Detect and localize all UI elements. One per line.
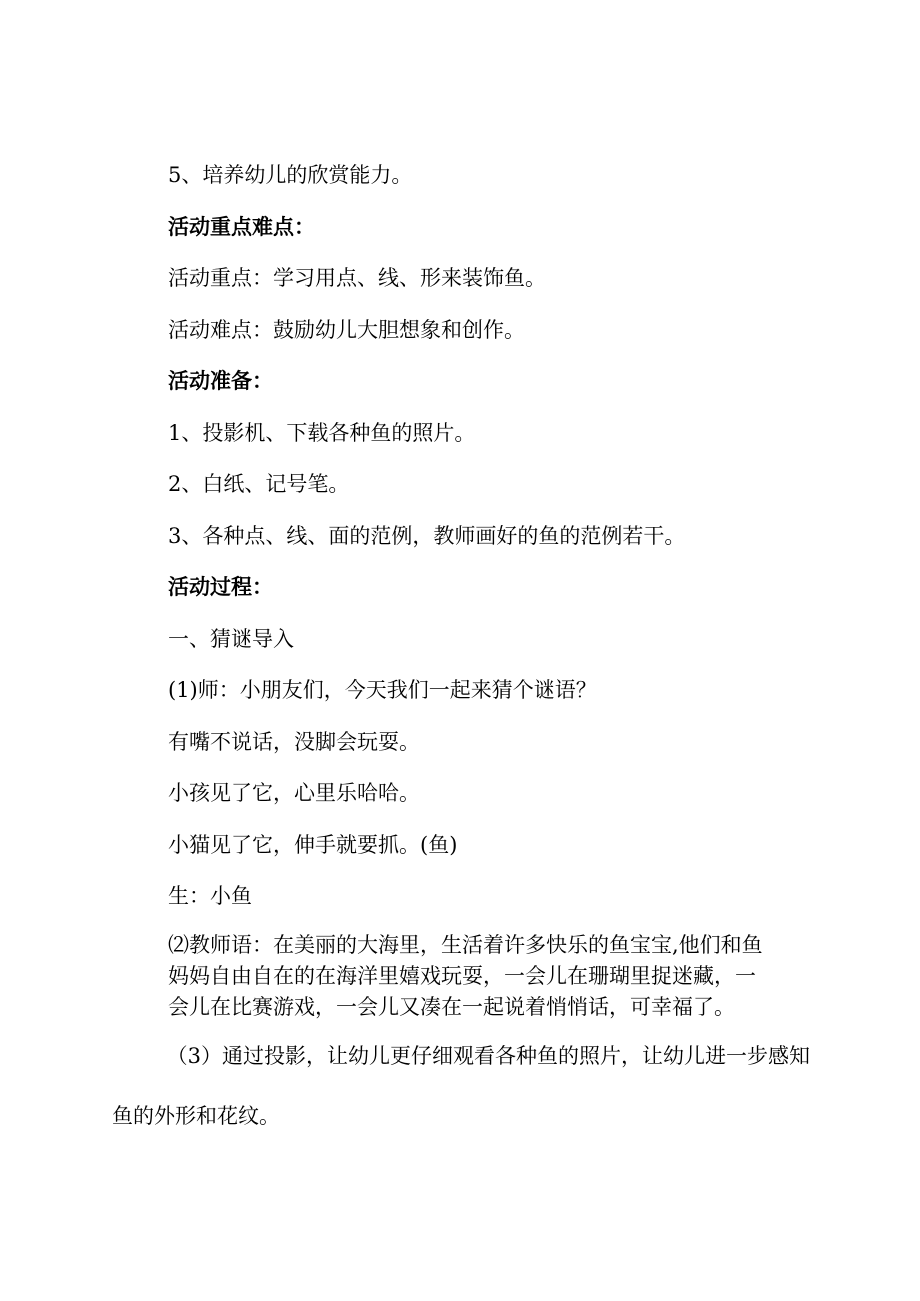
riddle-line-2: 小孩见了它，心里乐哈哈。 (168, 781, 420, 805)
projection-paragraph: （3）通过投影，让幼儿更仔细观看各种鱼的照片，让幼儿进一步感知鱼的外形和花纹。 (112, 1044, 810, 1128)
key-point-text: 活动重点：学习用点、线、形来装饰鱼。 (168, 266, 546, 290)
key-difficult-points-heading: 活动重点难点： (168, 214, 315, 239)
student-answer: 生：小鱼 (168, 884, 252, 908)
riddle-intro: (1)师：小朋友们，今天我们一起来猜个谜语？ (168, 678, 597, 702)
process-heading: 活动过程： (168, 574, 273, 599)
preparation-item-3: 3、各种点、线、面的范例，教师画好的鱼的范例若干。 (168, 524, 686, 548)
riddle-line-1: 有嘴不说话，没脚会玩耍。 (168, 730, 420, 754)
section-1-title: 一、猜谜导入 (168, 627, 294, 651)
preparation-item-1: 1、投影机、下载各种鱼的照片。 (168, 421, 476, 445)
goal-5-text: 5、培养幼儿的欣赏能力。 (168, 163, 413, 187)
difficult-point-text: 活动难点：鼓励幼儿大胆想象和创作。 (168, 318, 525, 342)
teacher-speech-paragraph: ⑵教师语：在美丽的大海里，生活着许多快乐的鱼宝宝,他们和鱼妈妈自由自在的在海洋里嬉戏玩耍，一会儿在珊瑚里捉迷藏，一会儿在比赛游戏，一会儿又凑在一起说着悄悄话，可幸福了。 (168, 933, 763, 1019)
preparation-heading: 活动准备： (168, 368, 273, 393)
riddle-line-3: 小猫见了它，伸手就要抓。(鱼) (168, 833, 458, 857)
preparation-item-2: 2、白纸、记号笔。 (168, 472, 350, 496)
